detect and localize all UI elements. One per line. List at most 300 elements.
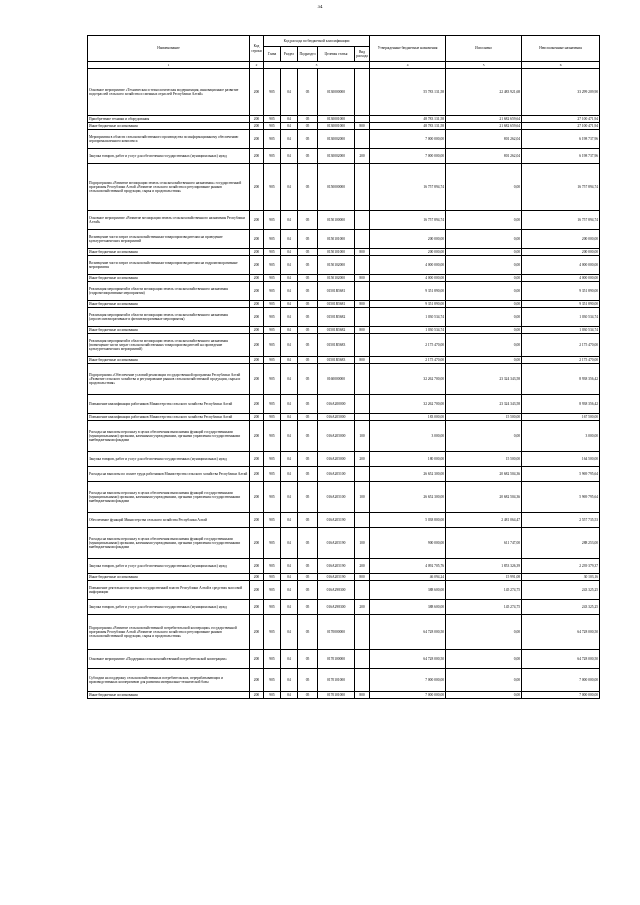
header-unexecuted: Неисполненные назначения (522, 36, 600, 62)
cell-podrazdel: 05 (298, 149, 318, 164)
cell-glava: 905 (264, 452, 281, 467)
cell-name: Возмещение части затрат сельскохозяйственным товаропроизводителям на гидромелиоративные мероприятия (88, 256, 250, 275)
cell-unexecuted: 30 103,16 (522, 574, 600, 581)
cell-name: Иные бюджетные ассигнования (88, 249, 250, 256)
table-body (88, 69, 600, 699)
cell-executed: 0,00 (446, 615, 522, 650)
cell-code: 200 (250, 414, 264, 421)
cell-executed: 0,00 (446, 211, 522, 230)
column-number: 4 (370, 62, 446, 69)
cell-glava: 905 (264, 256, 281, 275)
cell-approved: 26 652 300,00 (370, 467, 446, 482)
cell-name: Реализация мероприятий в области мелиорации земель сельскохозяйственного назначения (возмещение части затрат сельскохозяйственных товаропроизводителей на проведение культуртехнических мероприятий) (88, 334, 250, 357)
cell-razdel: 04 (281, 282, 298, 301)
cell-name: Подпрограмма «Развитие сельскохозяйственной потребительской кооперации» государственной программы Республики Алтай «Развитие сельского хозяйства и регулирование рынков сельскохозяйственной продукции, сырья и продовольствия» (88, 615, 250, 650)
cell-podrazdel: 05 (298, 482, 318, 513)
cell-glava: 905 (264, 513, 281, 528)
cell-executed: 0,00 (446, 650, 522, 669)
table-row (88, 211, 600, 230)
cell-podrazdel: 05 (298, 581, 318, 600)
cell-razdel: 04 (281, 692, 298, 699)
cell-name: Закупка товаров, работ и услуг для обеспечения государственных (муниципальных) нужд (88, 452, 250, 467)
cell-approved: 200 000,00 (370, 249, 446, 256)
cell-target: 0130001000 (318, 123, 355, 130)
cell-name: Иные бюджетные ассигнования (88, 301, 250, 308)
cell-podrazdel: 05 (298, 256, 318, 275)
cell-code: 200 (250, 123, 264, 130)
cell-glava: 905 (264, 467, 281, 482)
cell-unexecuted: 8 938 356,42 (522, 395, 600, 414)
cell-name: Иные бюджетные ассигнования (88, 327, 250, 334)
cell-razdel: 04 (281, 123, 298, 130)
cell-approved: 2 175 470,00 (370, 334, 446, 357)
cell-target: 0150102000 (318, 256, 355, 275)
cell-podrazdel: 05 (298, 414, 318, 421)
cell-code: 200 (250, 357, 264, 364)
table-row (88, 357, 600, 364)
cell-razdel: 04 (281, 482, 298, 513)
table-row (88, 615, 600, 650)
table-row (88, 650, 600, 669)
cell-razdel: 04 (281, 130, 298, 149)
cell-approved: 180 000,00 (370, 452, 446, 467)
cell-approved: 32 262 700,00 (370, 395, 446, 414)
cell-executed: 20 682 504,36 (446, 482, 522, 513)
cell-executed: 0,00 (446, 421, 522, 452)
cell-code: 200 (250, 482, 264, 513)
cell-target: 016А205190 (318, 574, 355, 581)
cell-razdel: 04 (281, 528, 298, 559)
cell-target: 01501R5683 (318, 334, 355, 357)
cell-podrazdel: 05 (298, 650, 318, 669)
cell-executed: 0,00 (446, 308, 522, 327)
cell-executed: 21 682 659,64 (446, 116, 522, 123)
cell-glava: 905 (264, 482, 281, 513)
table-row (88, 669, 600, 692)
cell-executed: 15 991,08 (446, 574, 522, 581)
cell-approved: 388 600,00 (370, 600, 446, 615)
cell-razdel: 04 (281, 275, 298, 282)
cell-executed: 20 682 504,36 (446, 467, 522, 482)
cell-name: Иные бюджетные ассигнования (88, 692, 250, 699)
cell-unexecuted: 64 728 000,50 (522, 615, 600, 650)
table-row (88, 692, 600, 699)
table-row (88, 123, 600, 130)
table-row (88, 308, 600, 327)
cell-approved: 2 175 470,00 (370, 357, 446, 364)
cell-target: 0150102000 (318, 275, 355, 282)
cell-executed: 22 483 921,68 (446, 69, 522, 116)
cell-name: Иные бюджетные ассигнования (88, 123, 250, 130)
cell-unexecuted: 288 253,00 (522, 528, 600, 559)
cell-vid: 800 (355, 301, 370, 308)
cell-name: Иные бюджетные ассигнования (88, 357, 250, 364)
cell-executed: 0,00 (446, 301, 522, 308)
cell-vid: 800 (355, 327, 370, 334)
cell-glava: 905 (264, 334, 281, 357)
table-row (88, 334, 600, 357)
table-row (88, 395, 600, 414)
header-podrazdel: Подраздел (298, 47, 318, 62)
cell-unexecuted: 3 000,00 (522, 421, 600, 452)
cell-unexecuted: 5 969 795,64 (522, 467, 600, 482)
cell-unexecuted: 200 000,00 (522, 230, 600, 249)
cell-code: 200 (250, 308, 264, 327)
cell-unexecuted: 64 728 000,50 (522, 650, 600, 669)
cell-approved: 64 728 000,50 (370, 615, 446, 650)
cell-glava: 905 (264, 364, 281, 395)
table-row (88, 452, 600, 467)
cell-target: 016А205190 (318, 513, 355, 528)
cell-razdel: 04 (281, 301, 298, 308)
cell-podrazdel: 05 (298, 230, 318, 249)
cell-unexecuted: 243 325,25 (522, 581, 600, 600)
cell-podrazdel: 05 (298, 164, 318, 211)
cell-razdel: 04 (281, 308, 298, 327)
table-row (88, 581, 600, 600)
cell-executed: 145 274,75 (446, 600, 522, 615)
cell-glava: 905 (264, 421, 281, 452)
cell-target: 016А205190 (318, 559, 355, 574)
table-row (88, 275, 600, 282)
cell-name: Субсидии на поддержку сельскохозяйственных потребительских, перерабатывающих и производственных кооперативов для развития материально-технической базы (88, 669, 250, 692)
table-row (88, 164, 600, 211)
cell-approved: 7 000 000,00 (370, 692, 446, 699)
cell-glava: 905 (264, 395, 281, 414)
cell-executed: 23 324 343,58 (446, 395, 522, 414)
cell-approved: 55 783 131,58 (370, 69, 446, 116)
cell-code: 200 (250, 421, 264, 452)
column-number: 6 (522, 62, 600, 69)
cell-glava: 905 (264, 692, 281, 699)
cell-code: 200 (250, 256, 264, 275)
cell-glava: 905 (264, 308, 281, 327)
cell-executed: 0,00 (446, 164, 522, 211)
cell-podrazdel: 05 (298, 513, 318, 528)
cell-podrazdel: 05 (298, 364, 318, 395)
cell-glava: 905 (264, 581, 281, 600)
cell-unexecuted: 2 239 379,37 (522, 559, 600, 574)
cell-approved: 16 757 894,74 (370, 211, 446, 230)
cell-podrazdel: 05 (298, 334, 318, 357)
cell-code: 200 (250, 116, 264, 123)
header-vid: Вид расхода (355, 47, 370, 62)
cell-vid: 800 (355, 249, 370, 256)
cell-name: Подпрограмма «Развитие мелиорации земель сельскохозяйственного назначения» государственной программы Республики Алтай «Развитие сельского хозяйства и регулирование рынков сельскохозяйственной продукции, сырья и продовольствия» (88, 164, 250, 211)
cell-code: 200 (250, 513, 264, 528)
cell-unexecuted: 9 351 890,00 (522, 301, 600, 308)
cell-code: 200 (250, 467, 264, 482)
cell-razdel: 04 (281, 164, 298, 211)
cell-razdel: 04 (281, 327, 298, 334)
cell-code: 200 (250, 692, 264, 699)
cell-name: Повышение деятельности органов государственной власти Республики Алтай в средствах массовой информации (88, 581, 250, 600)
cell-vid (355, 211, 370, 230)
cell-vid: 800 (355, 123, 370, 130)
column-number: 2 (250, 62, 264, 69)
cell-vid: 200 (355, 149, 370, 164)
cell-approved: 48 783 131,58 (370, 123, 446, 130)
cell-vid: 100 (355, 528, 370, 559)
cell-unexecuted: 4 000 000,00 (522, 275, 600, 282)
table-row (88, 256, 600, 275)
cell-glava: 905 (264, 282, 281, 301)
table-row (88, 149, 600, 164)
cell-executed: 0,00 (446, 230, 522, 249)
cell-razdel: 04 (281, 452, 298, 467)
cell-unexecuted: 27 100 471,94 (522, 123, 600, 130)
cell-podrazdel: 05 (298, 327, 318, 334)
cell-glava: 905 (264, 301, 281, 308)
cell-vid (355, 669, 370, 692)
cell-approved: 26 652 300,00 (370, 482, 446, 513)
cell-target: 016А298300 (318, 600, 355, 615)
cell-podrazdel: 05 (298, 467, 318, 482)
cell-executed: 2 481 064,47 (446, 513, 522, 528)
cell-name: Закупка товаров, работ и услуг для обеспечения государственных (муниципальных) нужд (88, 149, 250, 164)
cell-name: Расходы на выплаты персоналу в целях обеспечения выполнения функций государственными (муниципальными) органами, казенными учреждениями, органами управления государственными внебюджетными фондами (88, 421, 250, 452)
cell-razdel: 04 (281, 116, 298, 123)
cell-vid (355, 230, 370, 249)
cell-podrazdel: 05 (298, 123, 318, 130)
cell-executed: 15 500,00 (446, 414, 522, 421)
cell-razdel: 04 (281, 230, 298, 249)
cell-unexecuted: 164 500,00 (522, 452, 600, 467)
table-row (88, 130, 600, 149)
cell-razdel: 04 (281, 559, 298, 574)
header-target: Целевая статья (318, 47, 355, 62)
cell-vid: 800 (355, 692, 370, 699)
cell-vid (355, 256, 370, 275)
cell-code: 200 (250, 230, 264, 249)
cell-target: 0170100000 (318, 650, 355, 669)
cell-vid (355, 116, 370, 123)
cell-vid (355, 513, 370, 528)
cell-approved: 48 783 131,58 (370, 116, 446, 123)
cell-vid: 100 (355, 421, 370, 452)
cell-code: 200 (250, 301, 264, 308)
cell-approved: 46 094,24 (370, 574, 446, 581)
cell-name: Основное мероприятие «Развитие мелиорации земель сельскохозяйственного назначения Республики Алтай» (88, 211, 250, 230)
cell-podrazdel: 05 (298, 528, 318, 559)
cell-razdel: 04 (281, 600, 298, 615)
cell-approved: 9 351 890,00 (370, 282, 446, 301)
cell-approved: 4 000 000,00 (370, 256, 446, 275)
cell-glava: 905 (264, 327, 281, 334)
cell-glava: 905 (264, 559, 281, 574)
cell-razdel: 04 (281, 357, 298, 364)
table-row (88, 600, 600, 615)
table-row (88, 513, 600, 528)
cell-razdel: 04 (281, 581, 298, 600)
cell-vid (355, 164, 370, 211)
cell-glava: 905 (264, 669, 281, 692)
cell-code: 200 (250, 600, 264, 615)
cell-approved: 3 000,00 (370, 421, 446, 452)
cell-glava: 905 (264, 149, 281, 164)
cell-approved: 388 600,00 (370, 581, 446, 600)
table-row (88, 327, 600, 334)
cell-razdel: 04 (281, 650, 298, 669)
cell-name: Закупка товаров, работ и услуг для обеспечения государственных (муниципальных) нужд (88, 559, 250, 574)
cell-podrazdel: 05 (298, 421, 318, 452)
cell-code: 200 (250, 650, 264, 669)
cell-target: 0150000000 (318, 164, 355, 211)
cell-approved: 32 262 700,00 (370, 364, 446, 395)
header-approved: Утвержденные бюджетные назначения (370, 36, 446, 62)
table-row (88, 301, 600, 308)
cell-name: Основное мероприятие «Поддержка сельскохозяйственной потребительской кооперации» (88, 650, 250, 669)
cell-vid: 800 (355, 574, 370, 581)
cell-code: 200 (250, 452, 264, 467)
cell-approved: 1 030 534,74 (370, 327, 446, 334)
cell-unexecuted: 33 299 209,90 (522, 69, 600, 116)
cell-code: 200 (250, 249, 264, 256)
cell-approved: 7 000 000,00 (370, 149, 446, 164)
cell-code: 200 (250, 149, 264, 164)
cell-unexecuted: 4 000 000,00 (522, 256, 600, 275)
cell-target: 01501R5682 (318, 327, 355, 334)
cell-code: 200 (250, 581, 264, 600)
cell-target: 01501R5681 (318, 301, 355, 308)
cell-executed: 611 747,00 (446, 528, 522, 559)
cell-glava: 905 (264, 615, 281, 650)
cell-unexecuted: 16 757 894,74 (522, 211, 600, 230)
header-classification-group: Код расхода по бюджетной классификации (264, 36, 370, 47)
cell-razdel: 04 (281, 249, 298, 256)
cell-unexecuted: 16 757 894,74 (522, 164, 600, 211)
cell-podrazdel: 05 (298, 69, 318, 116)
table-header (88, 36, 600, 69)
cell-razdel: 04 (281, 256, 298, 275)
cell-executed: 145 274,75 (446, 581, 522, 600)
cell-vid (355, 334, 370, 357)
cell-vid (355, 615, 370, 650)
cell-glava: 905 (264, 414, 281, 421)
cell-code: 200 (250, 164, 264, 211)
cell-razdel: 04 (281, 211, 298, 230)
table-row (88, 528, 600, 559)
cell-approved: 183 000,00 (370, 414, 446, 421)
cell-razdel: 04 (281, 513, 298, 528)
cell-name: Возмещение части затрат сельскохозяйственным товаропроизводителям на проведение культуртехнических мероприятий (88, 230, 250, 249)
cell-glava: 905 (264, 230, 281, 249)
page-number: 34 (317, 4, 323, 9)
cell-razdel: 04 (281, 574, 298, 581)
cell-unexecuted: 2 175 470,00 (522, 334, 600, 357)
cell-approved: 4 092 705,76 (370, 559, 446, 574)
cell-executed: 0,00 (446, 275, 522, 282)
cell-target: 016А205000 (318, 421, 355, 452)
cell-unexecuted: 1 030 534,74 (522, 327, 600, 334)
cell-glava: 905 (264, 211, 281, 230)
cell-podrazdel: 05 (298, 282, 318, 301)
cell-vid: 100 (355, 482, 370, 513)
cell-vid (355, 69, 370, 116)
cell-name: Обеспечение функций Министерства сельского хозяйства Республики Алтай (88, 513, 250, 528)
cell-podrazdel: 05 (298, 452, 318, 467)
cell-name: Приобретение техники и оборудования (88, 116, 250, 123)
cell-executed: 801 262,04 (446, 130, 522, 149)
cell-target: 0170000000 (318, 615, 355, 650)
cell-razdel: 04 (281, 69, 298, 116)
cell-target: 01501R5683 (318, 357, 355, 364)
cell-code: 200 (250, 528, 264, 559)
column-number: 1 (88, 62, 250, 69)
cell-target: 0130002000 (318, 149, 355, 164)
cell-target: 0130001000 (318, 116, 355, 123)
cell-name: Иные бюджетные ассигнования (88, 574, 250, 581)
cell-razdel: 04 (281, 395, 298, 414)
table-row (88, 574, 600, 581)
cell-unexecuted: 27 100 471,94 (522, 116, 600, 123)
cell-unexecuted: 5 969 795,64 (522, 482, 600, 513)
cell-target: 01501R5681 (318, 282, 355, 301)
cell-target: 0170101000 (318, 692, 355, 699)
cell-target: 016А205190 (318, 528, 355, 559)
table-row (88, 69, 600, 116)
cell-vid (355, 282, 370, 301)
cell-vid (355, 308, 370, 327)
cell-podrazdel: 05 (298, 249, 318, 256)
budget-execution-table (87, 35, 600, 699)
cell-name: Основное мероприятие «Техническая и технологическая модернизация, инновационное развитие подотраслей сельского хозяйства и смежных отраслей Республики Алтай» (88, 69, 250, 116)
cell-razdel: 04 (281, 149, 298, 164)
cell-executed: 801 262,04 (446, 149, 522, 164)
cell-target: 0130000000 (318, 69, 355, 116)
cell-target: 016А298300 (318, 581, 355, 600)
cell-vid: 200 (355, 559, 370, 574)
cell-target: 016А205100 (318, 482, 355, 513)
cell-glava: 905 (264, 650, 281, 669)
cell-executed: 0,00 (446, 282, 522, 301)
cell-approved: 9 351 890,00 (370, 301, 446, 308)
cell-name: Расходы на выплаты персоналу в целях обеспечения выполнения функций государственными (муниципальными) органами, казенными учреждениями, органами управления государственными внебюджетными фондами (88, 482, 250, 513)
cell-approved: 7 000 000,00 (370, 669, 446, 692)
cell-podrazdel: 05 (298, 669, 318, 692)
cell-name: Иные бюджетные ассигнования (88, 275, 250, 282)
cell-executed: 21 682 659,64 (446, 123, 522, 130)
cell-executed: 0,00 (446, 692, 522, 699)
cell-unexecuted: 1 030 534,74 (522, 308, 600, 327)
cell-podrazdel: 05 (298, 130, 318, 149)
table-row (88, 230, 600, 249)
cell-razdel: 04 (281, 615, 298, 650)
cell-razdel: 04 (281, 669, 298, 692)
cell-glava: 905 (264, 116, 281, 123)
cell-name: Повышение квалификации работников Министерства сельского хозяйства Республики Алтай (88, 395, 250, 414)
cell-razdel: 04 (281, 421, 298, 452)
cell-podrazdel: 05 (298, 615, 318, 650)
cell-code: 200 (250, 275, 264, 282)
cell-executed: 15 500,00 (446, 452, 522, 467)
cell-code: 200 (250, 559, 264, 574)
cell-target: 0170101000 (318, 669, 355, 692)
cell-vid: 200 (355, 452, 370, 467)
table-row (88, 249, 600, 256)
cell-unexecuted: 7 000 000,00 (522, 669, 600, 692)
cell-target: 016А200000 (318, 395, 355, 414)
cell-unexecuted: 243 325,25 (522, 600, 600, 615)
cell-code: 200 (250, 334, 264, 357)
cell-approved: 5 038 800,00 (370, 513, 446, 528)
cell-target: 0150100000 (318, 211, 355, 230)
cell-unexecuted: 7 000 000,00 (522, 692, 600, 699)
cell-razdel: 04 (281, 334, 298, 357)
cell-target: 016А205000 (318, 414, 355, 421)
cell-glava: 905 (264, 275, 281, 282)
cell-razdel: 04 (281, 364, 298, 395)
